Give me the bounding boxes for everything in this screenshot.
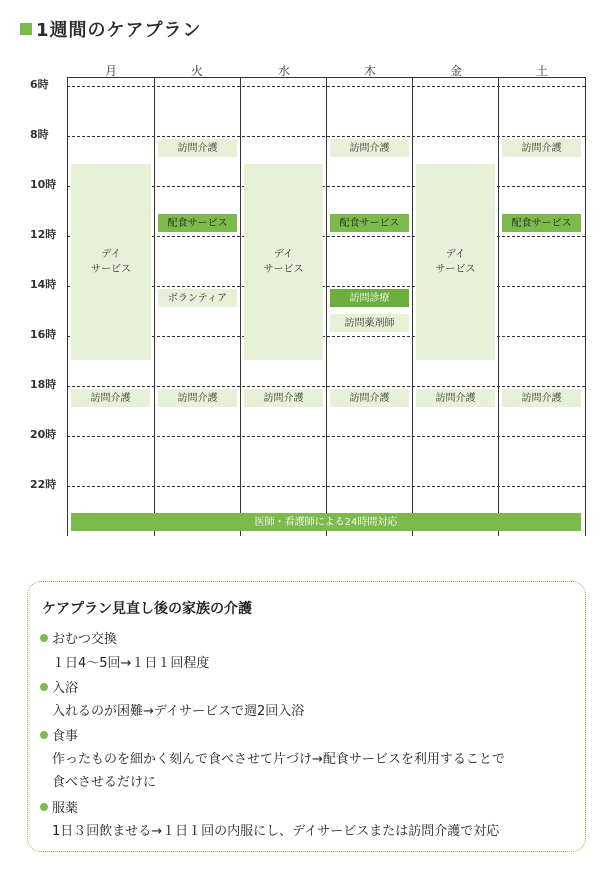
time-14: 14時 xyxy=(30,278,57,291)
volunteer-tue: ボランティア xyxy=(158,289,237,307)
day-service-fri xyxy=(416,164,495,360)
bullet-icon xyxy=(40,683,48,691)
visit-care-mon-evening: 訪問介護 xyxy=(71,389,150,407)
meal-service-thu: 配食サービス xyxy=(330,214,409,232)
visit-care-wed-evening: 訪問介護 xyxy=(244,389,323,407)
grid-vline xyxy=(412,77,413,536)
panel-title: ケアプラン見直し後の家族の介護 xyxy=(42,601,252,617)
item-label: おむつ交換 xyxy=(52,632,118,647)
day-service-label: サービス xyxy=(435,264,476,275)
list-item xyxy=(40,725,78,744)
time-16: 16時 xyxy=(30,328,57,341)
item-detail: 作ったものを細かく刻んで食べさせて片づけ→配食サービスを利用することで xyxy=(52,752,505,767)
visit-care-sat-evening: 訪問介護 xyxy=(502,389,581,407)
day-service-label: サービス xyxy=(263,264,304,275)
page-title xyxy=(20,18,202,40)
day-fri: 金 xyxy=(449,64,463,78)
grid-vline xyxy=(498,77,499,536)
time-10: 10時 xyxy=(30,178,57,191)
visit-care-thu-evening: 訪問介護 xyxy=(330,389,409,407)
day-sat: 土 xyxy=(535,64,549,78)
list-item xyxy=(40,628,117,647)
support-24h-bar: 医師・看護師による24時間対応 xyxy=(71,513,581,531)
visit-exam-thu: 訪問診療 xyxy=(330,289,409,307)
grid-vline xyxy=(67,77,68,536)
item-detail: 1日３回飲ませる→１日１回の内服にし、デイサービスまたは訪問介護で対応 xyxy=(52,824,500,839)
title-square-icon xyxy=(20,23,32,35)
grid-vline xyxy=(154,77,155,536)
item-label: 服薬 xyxy=(52,801,79,816)
item-detail: 入れるのが困難→デイサービスで週2回入浴 xyxy=(52,704,305,719)
visit-care-fri-evening: 訪問介護 xyxy=(416,389,495,407)
day-tue: 火 xyxy=(190,64,204,78)
item-detail: 食べさせるだけに xyxy=(52,775,157,790)
item-label: 入浴 xyxy=(52,681,79,696)
day-service-label: サービス xyxy=(91,264,131,275)
day-wed: 水 xyxy=(277,64,291,78)
meal-service-sat: 配食サービス xyxy=(502,214,581,232)
grid-vline xyxy=(585,77,586,536)
day-service-label: デイ xyxy=(273,249,294,260)
time-22: 22時 xyxy=(30,478,57,491)
day-mon: 月 xyxy=(104,64,118,78)
day-service-wed xyxy=(244,164,323,360)
visit-care-thu-morning: 訪問介護 xyxy=(330,139,409,157)
time-20: 20時 xyxy=(30,428,57,441)
title-text: 1週間のケアプラン xyxy=(36,20,202,41)
visit-pharm-thu: 訪問薬剤師 xyxy=(330,314,409,332)
bullet-icon xyxy=(40,731,48,739)
time-18: 18時 xyxy=(30,378,57,391)
visit-care-tue-evening: 訪問介護 xyxy=(158,389,237,407)
item-label: 食事 xyxy=(52,729,79,744)
visit-care-sat-morning: 訪問介護 xyxy=(502,139,581,157)
bullet-icon xyxy=(40,803,48,811)
day-service-label: デイ xyxy=(101,249,121,260)
day-service-mon xyxy=(71,164,151,360)
list-item xyxy=(40,677,78,696)
grid-vline xyxy=(326,77,327,536)
time-8: 8時 xyxy=(30,128,49,141)
visit-care-tue-morning: 訪問介護 xyxy=(158,139,237,157)
list-item xyxy=(40,797,78,816)
day-service-label: デイ xyxy=(445,249,466,260)
time-12: 12時 xyxy=(30,228,57,241)
time-6: 6時 xyxy=(30,78,49,91)
bullet-icon xyxy=(40,634,48,642)
day-thu: 木 xyxy=(363,64,377,78)
item-detail: １日4〜5回→１日１回程度 xyxy=(52,656,210,671)
grid-vline xyxy=(240,77,241,536)
meal-service-tue: 配食サービス xyxy=(158,214,237,232)
